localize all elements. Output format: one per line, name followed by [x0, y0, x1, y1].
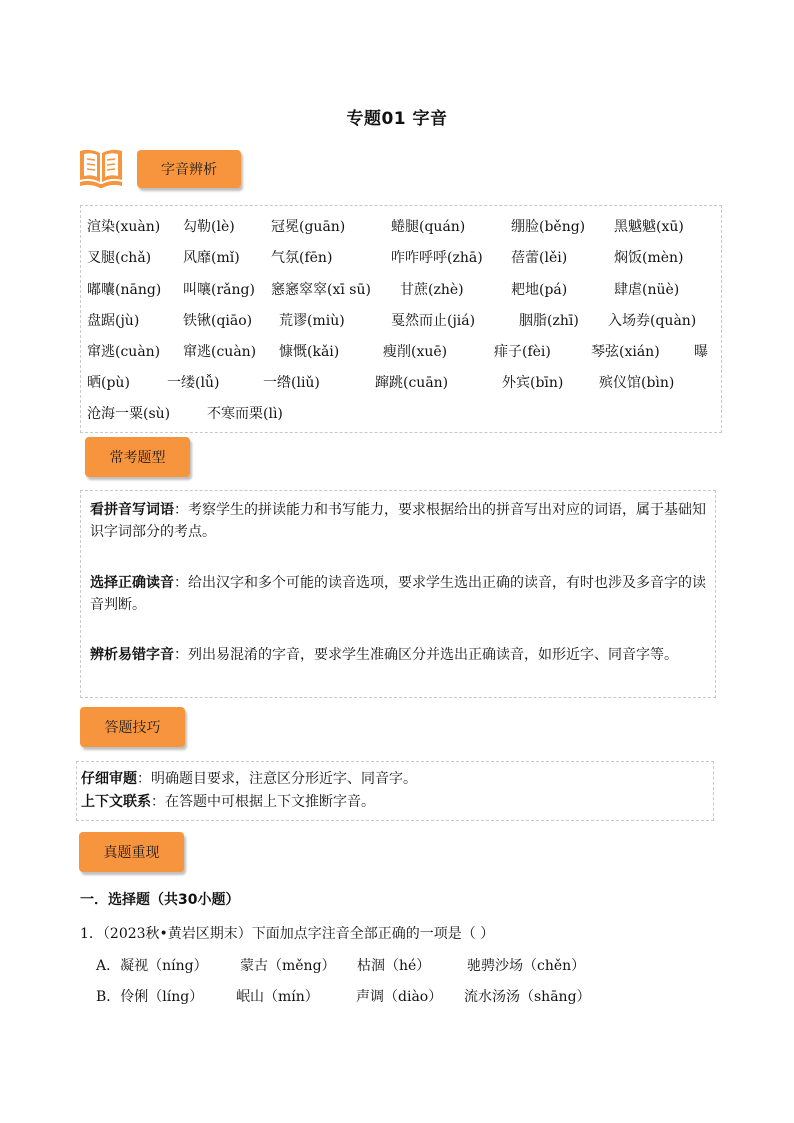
zyba-row — [0, 310, 697, 332]
zyba-item: 外宾(bīn) — [502, 375, 564, 391]
zyba-item: 胭脂(zhī) — [519, 313, 579, 329]
zyba-item: 咋咋呼呼(zhā) — [391, 250, 483, 266]
option-b-1: B．伶俐（líng） — [96, 989, 204, 1005]
option-b-4: 流水汤汤（shāng） — [464, 989, 591, 1005]
question-group-heading: 一．选择题（共30小题） — [80, 892, 240, 908]
zyba-item: 曝 — [694, 344, 708, 360]
zyba-item: 一绺(liǔ) — [263, 375, 320, 391]
zyba-item: 窜逃(cuàn) — [183, 344, 257, 360]
section-label-dtjq: 答题技巧 — [80, 707, 185, 747]
zyba-item: 瘦削(xuē) — [383, 344, 448, 360]
zyba-item: 气氛(fēn) — [271, 250, 333, 266]
type-item: 辨析易错字音：列出易混淆的字音，要求学生准确区分并选出正确读音，如形近字、同音字等。 — [90, 647, 678, 663]
zyba-row — [0, 279, 680, 301]
zyba-item: 嘟囔(nāng) — [87, 282, 162, 298]
zyba-item: 殡仪馆(bìn) — [599, 375, 675, 391]
section-label-ztcx: 真题重现 — [79, 832, 184, 872]
zyba-item: 一缕(lǚ) — [167, 375, 220, 391]
zyba-item: 绷脸(běng) — [511, 219, 586, 235]
zyba-item: 荒谬(miù) — [279, 313, 345, 329]
zyba-item: 盘踞(jù) — [87, 313, 140, 329]
zyba-item: 戛然而止(jiá) — [391, 313, 476, 329]
zyba-item: 蹿跳(cuān) — [375, 375, 449, 391]
zyba-item: 窸窸窣窣(xī sū) — [271, 282, 371, 298]
zyba-row — [0, 403, 630, 425]
tip-item: 上下文联系：在答题中可根据上下文推断字音。 — [81, 794, 375, 810]
zyba-item: 黑魆魆(xū) — [614, 219, 684, 235]
option-a-2: 蒙古（měng） — [240, 958, 336, 974]
type-item: 看拼音写词语：考察学生的拼读能力和书写能力，要求根据给出的拼音写出对应的词语，属于基础知识字词部分的考点。 — [90, 502, 706, 540]
page-title: 专题01 字音 — [346, 109, 448, 129]
zyba-item: 耙地(pá) — [511, 282, 568, 298]
zyba-item: 蜷腿(quán) — [391, 219, 466, 235]
zyba-item: 蓓蕾(lěi) — [511, 250, 568, 266]
question-stem: 1．（2023秋•黄岩区期末）下面加点字注音全部正确的一项是（ ） — [80, 926, 495, 942]
section-label-ckxt: 常考题型 — [85, 437, 190, 477]
zyba-item: 叉腿(chǎ) — [87, 250, 152, 266]
zyba-row — [0, 341, 708, 363]
zyba-row — [0, 247, 684, 269]
zyba-item: 琴弦(xián) — [591, 344, 660, 360]
zyba-item: 不寒而栗(lì) — [207, 406, 283, 422]
zyba-item: 勾勒(lè) — [183, 219, 235, 235]
section-label-zyba: 字音辨析 — [137, 150, 241, 188]
zyba-item: 冠冕(guān) — [271, 219, 346, 235]
zyba-item: 甘蔗(zhè) — [400, 282, 464, 298]
zyba-item: 晒(pù) — [87, 375, 130, 391]
zyba-item: 焖饭(mèn) — [614, 250, 684, 266]
option-a-4: 驰骋沙场（chěn） — [467, 958, 586, 974]
tip-item: 仔细审题：明确题目要求，注意区分形近字、同音字。 — [81, 771, 417, 787]
zyba-item: 痱子(fèi) — [494, 344, 551, 360]
option-b-3: 声调（diào） — [356, 989, 443, 1005]
zyba-item: 渲染(xuàn) — [87, 219, 161, 235]
book-icon — [78, 146, 124, 188]
zyba-row — [0, 372, 675, 394]
zyba-item: 肆虐(nüè) — [614, 282, 680, 298]
zyba-row — [0, 216, 684, 238]
option-a-3: 枯涸（hé） — [357, 958, 431, 974]
zyba-item: 风靡(mǐ) — [183, 250, 240, 266]
zyba-item: 入场券(quàn) — [608, 313, 697, 329]
zyba-item: 窜逃(cuàn) — [87, 344, 161, 360]
type-item: 选择正确读音：给出汉字和多个可能的读音选项，要求学生选出正确的读音，有时也涉及多音字的读音判断。 — [90, 575, 706, 613]
option-b-2: 岷山（mín） — [236, 989, 319, 1005]
option-a-1: A．凝视（níng） — [96, 958, 208, 974]
zyba-item: 铁锹(qiāo) — [183, 313, 253, 329]
zyba-item: 沧海一粟(sù) — [87, 406, 171, 422]
zyba-item: 叫嚷(rǎng) — [183, 282, 255, 298]
zyba-item: 慷慨(kǎi) — [279, 344, 340, 360]
